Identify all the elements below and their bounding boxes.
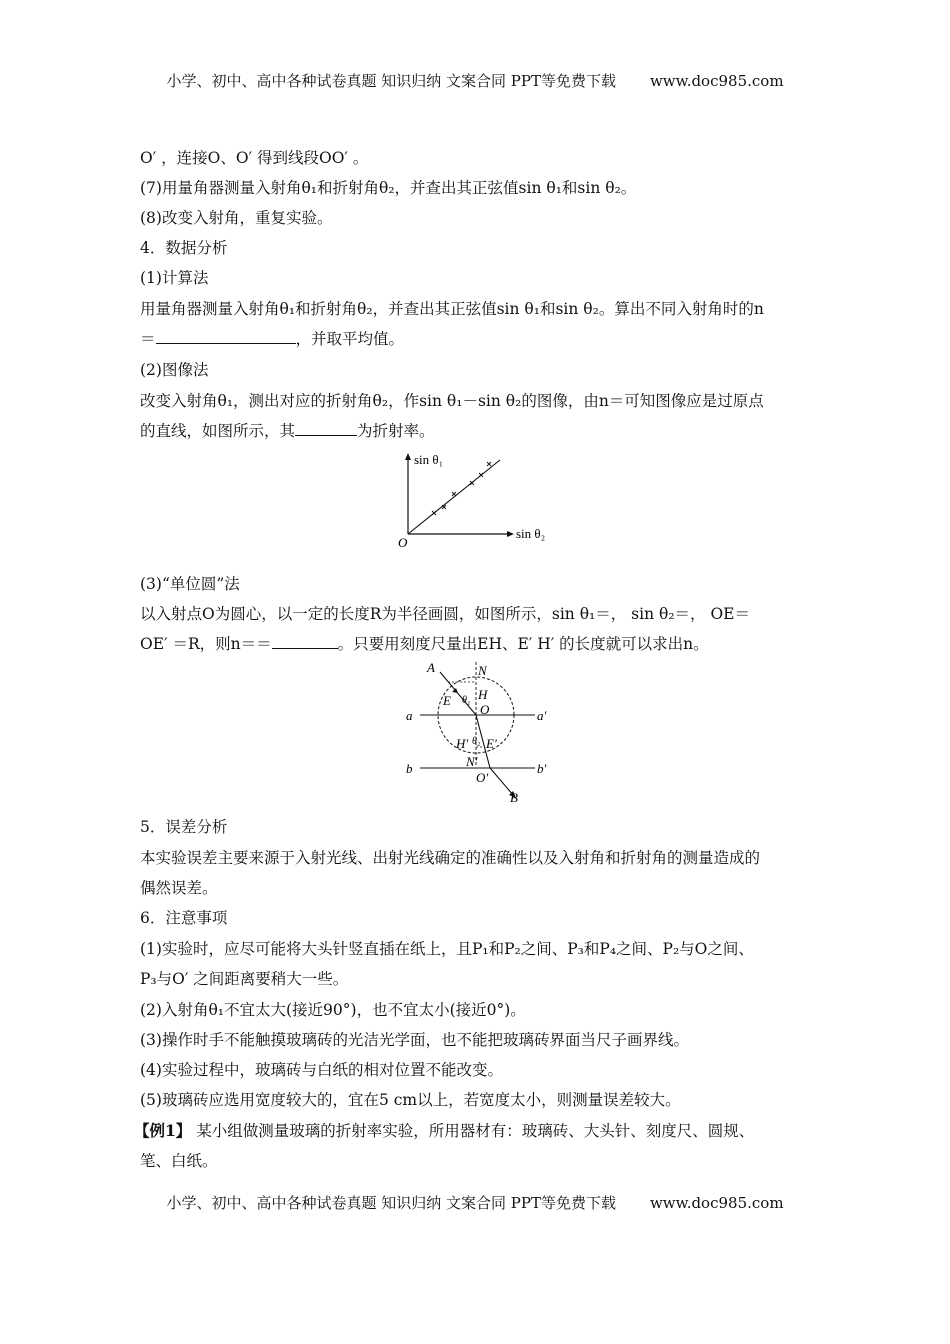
text-line: (8)改变入射角，重复实验。	[140, 209, 333, 227]
text-line	[140, 632, 709, 654]
answer-blank	[295, 421, 357, 436]
text-line: (1)计算法	[140, 269, 209, 287]
label-b: b	[406, 761, 413, 776]
text-fragment: OE′ ＝R，则n＝＝	[140, 635, 272, 653]
x-axis-label: sin θ₂	[516, 526, 546, 541]
text-line	[140, 419, 435, 441]
label-H-prime: H′	[456, 736, 469, 751]
label-A: A	[427, 660, 435, 675]
fit-line	[408, 460, 500, 534]
header-text: 小学、初中、高中各种试卷真题 知识归纳 文案合同 PPT等免费下载	[166, 72, 616, 90]
text-line: (5)玻璃砖应选用宽度较大的，宜在5 cm以上，若宽度太小，则测量误差较大。	[140, 1091, 681, 1109]
text-line: O′ ，连接O、O′ 得到线段OO′ 。	[140, 149, 369, 167]
label-theta2: θ₂	[472, 736, 481, 747]
text-line	[140, 327, 404, 349]
text-line: 以入射点O为圆心，以一定的长度R为半径画圆，如图所示，sin θ₁＝， sin θ₂＝， OE＝	[140, 605, 750, 623]
section-heading: 6．注意事项	[140, 909, 228, 927]
text-fragment: 某小组做测量玻璃的折射率实验，所用器材有：玻璃砖、大头针、刻度尺、圆规、	[191, 1122, 755, 1140]
label-O: O	[480, 702, 490, 717]
section-heading: 4．数据分析	[140, 239, 228, 257]
y-axis-arrow	[405, 453, 411, 460]
label-E-prime: E′	[486, 736, 497, 751]
incident-arrow	[452, 688, 458, 693]
label-theta1: θ₁	[462, 695, 471, 706]
text-line: (2)入射角θ₁不宜太大(接近90°)，也不宜太小(接近0°)。	[140, 1001, 526, 1019]
x-axis-arrow	[507, 531, 514, 537]
label-a-prime: a′	[537, 708, 547, 723]
section-heading: 5．误差分析	[140, 818, 228, 836]
text-fragment: ＝	[140, 330, 156, 348]
label-E: E	[443, 693, 451, 708]
text-fragment: ，并取平均值。	[295, 330, 405, 348]
text-line	[134, 1119, 754, 1141]
text-line: 用量角器测量入射角θ₁和折射角θ₂，并查出其正弦值sin θ₁和sin θ₂。算出不同入射角时的n	[140, 300, 764, 318]
text-line: (3)“单位圆”法	[140, 575, 240, 593]
text-line: 本实验误差主要来源于入射光线、出射光线确定的准确性以及入射角和折射角的测量造成的	[140, 849, 761, 867]
answer-blank	[156, 329, 296, 344]
page-footer	[0, 1192, 950, 1213]
label-O-prime: O′	[476, 770, 489, 785]
answer-blank	[272, 634, 338, 649]
unit-circle-figure	[400, 658, 560, 808]
y-axis-label: sin θ₁	[414, 452, 444, 467]
text-line: (7)用量角器测量入射角θ₁和折射角θ₂，并查出其正弦值sin θ₁和sin θ₂。	[140, 179, 637, 197]
label-H: H	[478, 687, 488, 702]
text-fragment: 。只要用刻度尺量出EH、E′ H′ 的长度就可以求出n。	[337, 635, 709, 653]
label-N: N	[478, 663, 487, 678]
text-line: P₃与O′ 之间距离要稍大一些。	[140, 970, 349, 988]
text-line: (3)操作时手不能触摸玻璃砖的光洁光学面，也不能把玻璃砖界面当尺子画界线。	[140, 1031, 689, 1049]
text-line: (4)实验过程中，玻璃砖与白纸的相对位置不能改变。	[140, 1061, 503, 1079]
origin-label: O	[398, 535, 408, 548]
text-line: (2)图像法	[140, 361, 209, 379]
text-fragment: 为折射率。	[357, 422, 435, 440]
label-a: a	[406, 708, 413, 723]
text-line: (1)实验时，应尽可能将大头针竖直插在纸上，且P₁和P₂之间、P₃和P₄之间、P₂与O之间、	[140, 940, 754, 958]
text-line: 偶然误差。	[140, 879, 218, 897]
header-site: www.doc985.com	[649, 72, 784, 90]
label-N-prime: N′	[466, 754, 478, 769]
text-fragment: 的直线，如图所示，其	[140, 422, 296, 440]
example-tag: 【例1】	[134, 1121, 192, 1140]
page-header	[0, 70, 950, 91]
sin-graph-figure	[390, 448, 570, 548]
text-line: 笔、白纸。	[140, 1152, 218, 1170]
text-line: 改变入射角θ₁，测出对应的折射角θ₂，作sin θ₁－sin θ₂的图像，由n＝可知图像应是过原点	[140, 392, 764, 410]
label-b-prime: b′	[537, 761, 547, 776]
label-B: B	[510, 790, 518, 805]
footer-site: www.doc985.com	[649, 1194, 784, 1212]
footer-text: 小学、初中、高中各种试卷真题 知识归纳 文案合同 PPT等免费下载	[166, 1194, 616, 1212]
